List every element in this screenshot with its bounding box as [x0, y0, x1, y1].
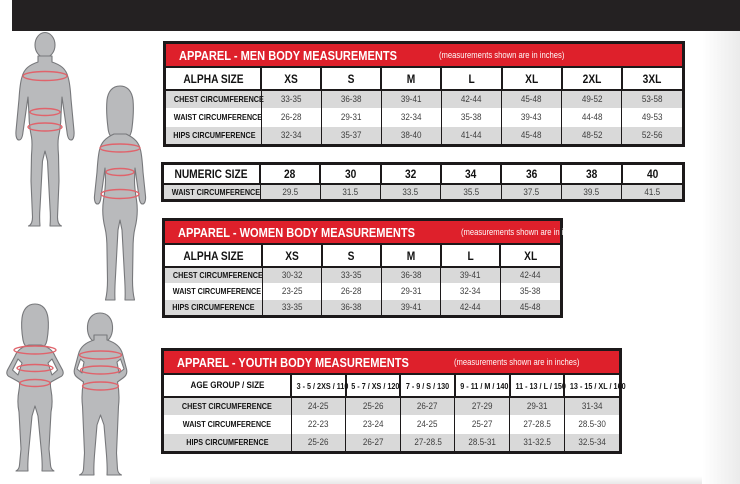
measurement-value-cell: 26-28 — [261, 108, 321, 126]
numeric-table-grid — [164, 165, 682, 199]
measurement-value-cell: 41-44 — [441, 126, 501, 144]
measurement-value-cell: 36-38 — [381, 267, 441, 283]
measurement-value-cell: 33-35 — [322, 267, 382, 283]
measurement-value-cell: 35-37 — [321, 126, 381, 144]
women-table-grid — [165, 245, 560, 315]
measurement-value-cell: 41.5 — [622, 184, 682, 199]
size-column-header: 30 — [320, 165, 380, 184]
size-column-header: M — [381, 68, 441, 90]
measurement-row — [165, 299, 560, 315]
man-body — [16, 56, 74, 226]
top-black-bar — [12, 0, 740, 31]
measurement-value-cell: 45-48 — [502, 126, 562, 144]
size-column-header: 9 - 11 / M / 140 — [455, 375, 510, 397]
measurement-row — [166, 90, 682, 108]
measurement-value-cell: 25-26 — [346, 397, 401, 415]
woman-body — [94, 134, 145, 300]
measurement-row — [165, 283, 560, 299]
measurement-value-cell: 35-38 — [441, 108, 501, 126]
man-head — [35, 33, 55, 58]
measurement-value-cell: 33-35 — [262, 299, 322, 315]
measurement-value-cell: 44-48 — [562, 108, 622, 126]
measurement-value-cell: 36-38 — [321, 90, 381, 108]
size-column-header: 13 - 15 / XL / 160 — [564, 375, 619, 397]
measurement-value-cell: 36-38 — [322, 299, 382, 315]
size-header-row — [165, 245, 560, 267]
measurement-value-cell: 29-31 — [510, 397, 565, 415]
row-label-column-header: NUMERIC SIZE — [164, 165, 260, 184]
size-column-header: XL — [500, 245, 560, 267]
measurement-value-cell: 29.5 — [260, 184, 320, 199]
youth-table-units-note: (measurements shown are in inches) — [453, 357, 580, 367]
measurement-value-cell: 32-34 — [261, 126, 321, 144]
measurement-value-cell: 53-58 — [622, 90, 682, 108]
measurement-value-cell: 39-43 — [502, 108, 562, 126]
numeric-size-table — [161, 162, 685, 202]
right-edge-shading — [702, 31, 740, 484]
measurement-value-cell: 24-25 — [400, 415, 455, 433]
boy-body — [74, 335, 127, 475]
women-table-units-note: (measurements shown are in inches) — [460, 227, 587, 237]
youth-table-title: APPAREL - YOUTH BODY MEASUREMENTS — [177, 354, 409, 370]
measurement-value-cell: 32-34 — [381, 108, 441, 126]
measurement-value-cell: 28.5-30 — [564, 415, 619, 433]
men-table-grid — [166, 68, 682, 144]
measurement-value-cell: 52-56 — [622, 126, 682, 144]
measurement-row — [164, 184, 682, 199]
measurement-value-cell: 32-34 — [441, 283, 501, 299]
size-column-header: 28 — [260, 165, 320, 184]
measurement-value-cell: 45-48 — [500, 299, 560, 315]
row-label-cell: WAIST CIRCUMFERENCE — [171, 187, 261, 197]
measurement-value-cell: 27-28.5 — [400, 433, 455, 451]
bottom-edge-shading — [150, 476, 702, 484]
men-table-title-bar — [166, 44, 682, 68]
measurement-row — [164, 433, 619, 451]
measurement-row — [165, 267, 560, 283]
women-table-title: APPAREL - WOMEN BODY MEASUREMENTS — [178, 224, 415, 240]
measurement-value-cell: 32.5-34 — [564, 433, 619, 451]
size-header-row — [164, 375, 619, 397]
measurement-value-cell: 45-48 — [502, 90, 562, 108]
row-label-cell: HIPS CIRCUMFERENCE — [164, 433, 291, 451]
men-table-units-note: (measurements shown are in inches) — [439, 50, 565, 60]
size-column-header: 7 - 9 / S / 130 — [400, 375, 455, 397]
measurement-value-cell: 31.5 — [320, 184, 380, 199]
measurement-row — [166, 126, 682, 144]
measurement-value-cell: 31-34 — [564, 397, 619, 415]
women-table-title-bar — [165, 221, 587, 245]
women-measurements-table — [162, 218, 587, 318]
row-label-cell: CHEST CIRCUMFERENCE — [182, 401, 273, 412]
measurement-value-cell: 23-25 — [262, 283, 322, 299]
measurement-value-cell: 27-28.5 — [510, 415, 565, 433]
measurement-row — [164, 397, 619, 415]
size-column-header: 40 — [622, 165, 682, 184]
measurement-value-cell: 35-38 — [500, 283, 560, 299]
measurement-value-cell: 38-40 — [381, 126, 441, 144]
measurement-value-cell: 22-23 — [291, 415, 346, 433]
measurement-value-cell: 31-32.5 — [510, 433, 565, 451]
size-column-header: 2XL — [562, 68, 622, 90]
row-label-cell: WAIST CIRCUMFERENCE — [164, 415, 291, 433]
measurement-value-cell: 27-29 — [455, 397, 510, 415]
size-header-row — [166, 68, 682, 90]
size-column-header: L — [441, 245, 501, 267]
woman-silhouette — [84, 84, 156, 310]
row-label-cell: CHEST CIRCUMFERENCE — [172, 270, 263, 281]
youth-table-title-bar — [164, 351, 619, 375]
measurement-value-cell: 39.5 — [561, 184, 621, 199]
size-header-row — [164, 165, 682, 184]
measurement-value-cell: 33-35 — [261, 90, 321, 108]
measurement-value-cell: 37.5 — [501, 184, 561, 199]
measurement-value-cell: 42-44 — [441, 299, 501, 315]
men-table-title: APPAREL - MEN BODY MEASUREMENTS — [179, 47, 397, 63]
girl-head — [22, 304, 49, 349]
row-label-cell: CHEST CIRCUMFERENCE — [173, 94, 264, 105]
size-column-header: XS — [262, 245, 322, 267]
size-column-header: XL — [502, 68, 562, 90]
woman-head — [107, 86, 134, 140]
row-label-column-header: ALPHA SIZE — [166, 68, 261, 90]
measurement-value-cell: 48-52 — [562, 126, 622, 144]
row-label-cell: WAIST CIRCUMFERENCE — [165, 283, 262, 299]
size-column-header: 11 - 13 / L / 150 — [510, 375, 565, 397]
measurement-value-cell: 25-27 — [455, 415, 510, 433]
size-column-header: M — [381, 245, 441, 267]
size-column-header: 34 — [441, 165, 501, 184]
girl-silhouette — [2, 301, 67, 473]
size-column-header: S — [321, 68, 381, 90]
size-column-header: XS — [261, 68, 321, 90]
measurement-value-cell: 49-53 — [622, 108, 682, 126]
measurement-value-cell: 39-41 — [381, 299, 441, 315]
size-column-header: 36 — [501, 165, 561, 184]
row-label-column-header: AGE GROUP / SIZE — [164, 375, 291, 397]
men-measurements-table — [163, 41, 685, 147]
size-column-header: L — [441, 68, 501, 90]
measurement-value-cell: 24-25 — [291, 397, 346, 415]
measurement-value-cell: 39-41 — [441, 267, 501, 283]
size-column-header: 5 - 7 / XS / 120 — [346, 375, 401, 397]
row-label-cell: HIPS CIRCUMFERENCE — [166, 126, 261, 144]
row-label-column-header: ALPHA SIZE — [165, 245, 262, 267]
measurement-value-cell: 29-31 — [321, 108, 381, 126]
measurement-value-cell: 26-27 — [346, 433, 401, 451]
measurement-value-cell: 26-28 — [322, 283, 382, 299]
measurement-row — [164, 415, 619, 433]
measurement-value-cell: 42-44 — [500, 267, 560, 283]
youth-table-grid — [164, 375, 626, 451]
measurement-value-cell: 28.5-31 — [455, 433, 510, 451]
row-label-cell: HIPS CIRCUMFERENCE — [165, 299, 262, 315]
measurement-value-cell: 25-26 — [291, 433, 346, 451]
measurement-value-cell: 33.5 — [381, 184, 441, 199]
measurement-value-cell: 26-27 — [400, 397, 455, 415]
measurement-value-cell: 30-32 — [262, 267, 322, 283]
man-silhouette — [9, 31, 81, 231]
measurement-value-cell: 39-41 — [381, 90, 441, 108]
measurement-value-cell: 23-24 — [346, 415, 401, 433]
size-column-header: 32 — [381, 165, 441, 184]
measurement-value-cell: 42-44 — [441, 90, 501, 108]
size-column-header: 38 — [561, 165, 621, 184]
boy-silhouette — [67, 309, 134, 478]
size-column-header: S — [322, 245, 382, 267]
measurement-value-cell: 49-52 — [562, 90, 622, 108]
measurement-row — [166, 108, 682, 126]
size-column-header: 3XL — [622, 68, 682, 90]
size-column-header: 3 - 5 / 2XS / 110 — [291, 375, 346, 397]
row-label-cell: WAIST CIRCUMFERENCE — [166, 108, 261, 126]
measurement-value-cell: 29-31 — [381, 283, 441, 299]
measurement-value-cell: 35.5 — [441, 184, 501, 199]
youth-measurements-table — [161, 348, 626, 454]
